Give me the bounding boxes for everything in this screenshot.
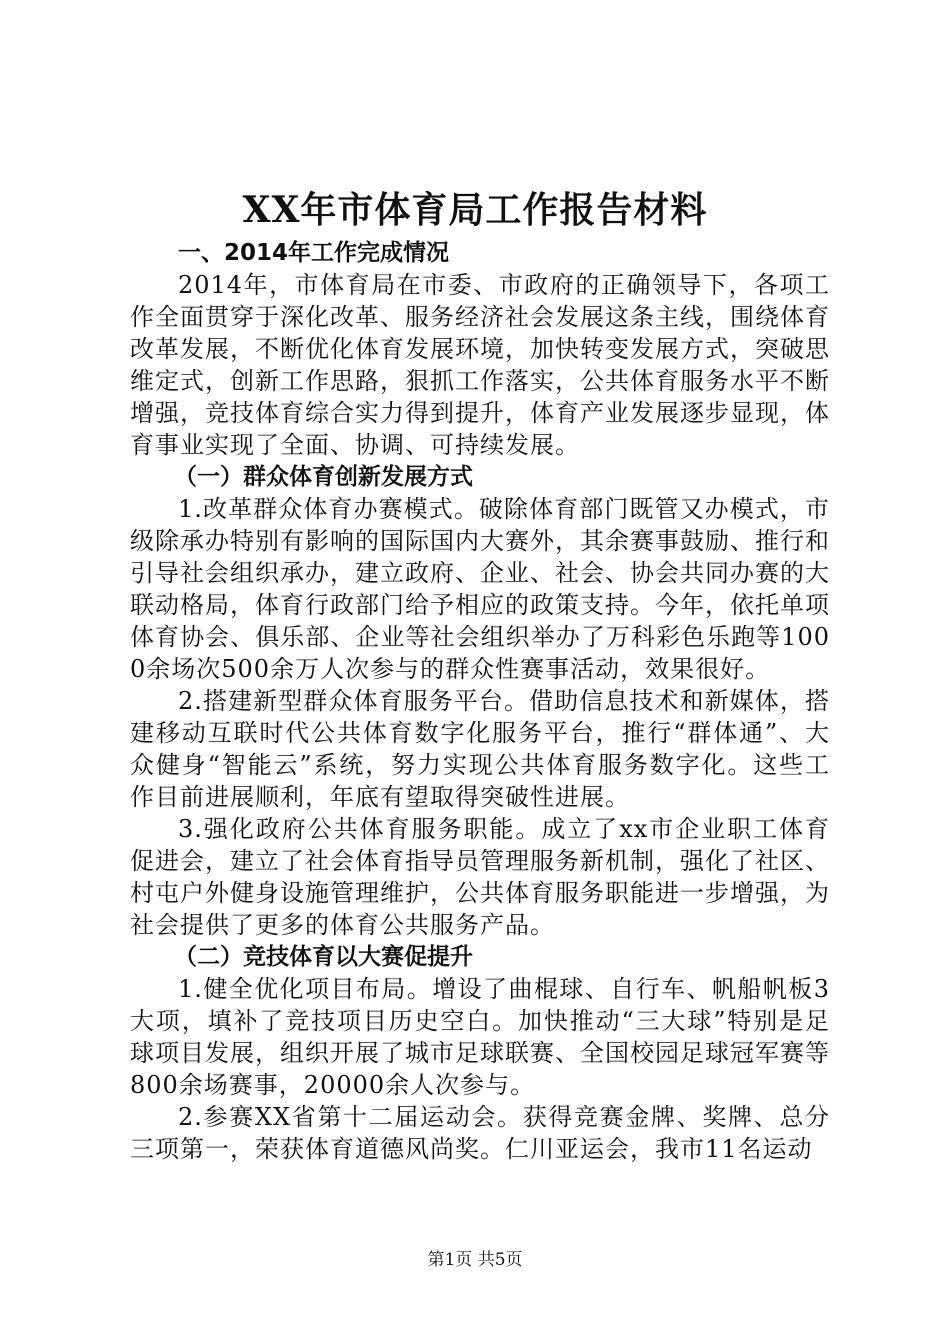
subsection-heading-2: （二）竞技体育以大赛促提升 (174, 944, 473, 970)
paragraph-1-3: 3.强化政府公共体育服务职能。成立了xx市企业职工体育促进会，建立了社会体育指导员管理服务新机制，强化了社区、村屯户外健身设施管理维护，公共体育服务职能进一步增强，为社会提供了更多的体育公共服务产品。 (130, 815, 830, 939)
document-body (130, 237, 830, 1165)
document-title: XX年市体育局工作报告材料 (242, 189, 708, 231)
paragraph-2-1: 1.健全优化项目布局。增设了曲棍球、自行车、帆船帆板3大项，填补了竞技项目历史空白。加快推动“三大球”特别是足球项目发展，组织开展了城市足球联赛、全国校园足球冠军赛等800余场赛事，20000余人次参与。 (130, 975, 830, 1099)
section-heading: 一、2014年工作完成情况 (178, 240, 450, 266)
subsection-heading-1: （一）群众体育创新发展方式 (174, 464, 473, 490)
paragraph-1-2: 2.搭建新型群众体育服务平台。借助信息技术和新媒体，搭建移动互联时代公共体育数字化服务平台，推行“群体通”、大众健身“智能云”系统，努力实现公共体育服务数字化。这些工作目前进展顺利，年底有望取得突破性进展。 (130, 687, 830, 811)
paragraph-1-1: 1.改革群众体育办赛模式。破除体育部门既管又办模式，市级除承办特别有影响的国际国内大赛外，其余赛事鼓励、推行和引导社会组织承办，建立政府、企业、社会、协会共同办赛的大联动格局，体育行政部门给予相应的政策支持。今年，依托单项体育协会、俱乐部、企业等社会组织举办了万科彩色乐跑等1000余场次500余万人次参与的群众性赛事活动，效果很好。 (130, 495, 830, 683)
paragraph-2-2: 2.参赛XX省第十二届运动会。获得竞赛金牌、奖牌、总分三项第一，荣获体育道德风尚奖。仁川亚运会，我市11名运动 (130, 1103, 830, 1163)
intro-paragraph: 2014年，市体育局在市委、市政府的正确领导下，各项工作全面贯穿于深化改革、服务经济社会发展这条主线，围绕体育改革发展，不断优化体育发展环境，加快转变发展方式，突破思维定式，创新工作思路，狠抓工作落实，公共体育服务水平不断增强，竞技体育综合实力得到提升，体育产业发展逐步显现，体育事业实现了全面、协调、可持续发展。 (130, 271, 830, 459)
page-footer: 第1页 共5页 (427, 1250, 523, 1270)
